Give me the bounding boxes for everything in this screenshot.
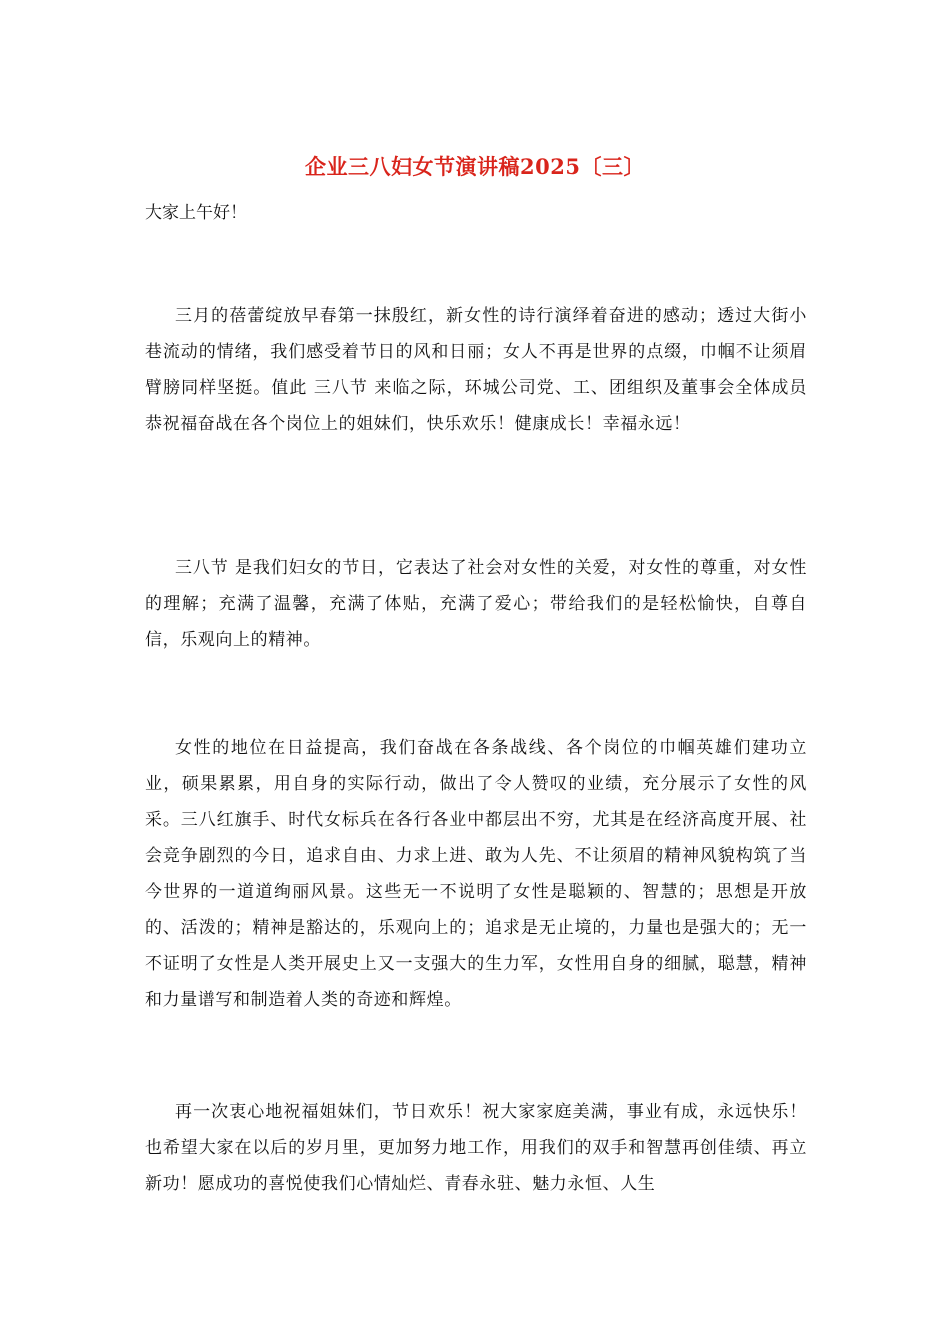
paragraph-1: 三月的蓓蕾绽放早春第一抹殷红，新女性的诗行演绎着奋进的感动；透过大街小巷流动的情绪，我们感受着节日的风和日丽；女人不再是世界的点缀，巾帼不让须眉臂膀同样坚挺。值此 三八节 来临之际，环城公司党、工、团组织及董事会全体成员恭祝福奋战在各个岗位上的姐妹们，快乐欢乐！健康成长！幸福永远！ bbox=[145, 306, 807, 434]
document-title: 企业三八妇女节演讲稿2025〔三〕 bbox=[305, 154, 645, 179]
paragraph-2: 三八节 是我们妇女的节日，它表达了社会对女性的关爱，对女性的尊重，对女性的理解；充满了温馨，充满了体贴，充满了爱心；带给我们的是轻松愉快，自尊自信，乐观向上的精神。 bbox=[145, 558, 807, 650]
paragraph-4: 再一次衷心地祝福姐妹们，节日欢乐！祝大家家庭美满，事业有成，永远快乐！也希望大家在以后的岁月里，更加努力地工作，用我们的双手和智慧再创佳绩、再立新功！愿成功的喜悦使我们心情灿烂、青春永驻、魅力永恒、人生 bbox=[145, 1102, 807, 1194]
greeting-text: 大家上午好！ bbox=[145, 203, 247, 223]
paragraph-3: 女性的地位在日益提高，我们奋战在各条战线、各个岗位的巾帼英雄们建功立业，硕果累累，用自身的实际行动，做出了令人赞叹的业绩，充分展示了女性的风采。三八红旗手、时代女标兵在各行各业中都层出不穷，尤其是在经济高度开展、社会竞争剧烈的今日，追求自由、力求上进、敢为人先、不让须眉的精神风貌构筑了当今世界的一道道绚丽风景。这些无一不说明了女性是聪颖的、智慧的；思想是开放的、活泼的；精神是豁达的，乐观向上的；追求是无止境的，力量也是强大的；无一不证明了女性是人类开展史上又一支强大的生力军，女性用自身的细腻，聪慧，精神和力量谱写和制造着人类的奇迹和辉煌。 bbox=[145, 738, 807, 1010]
